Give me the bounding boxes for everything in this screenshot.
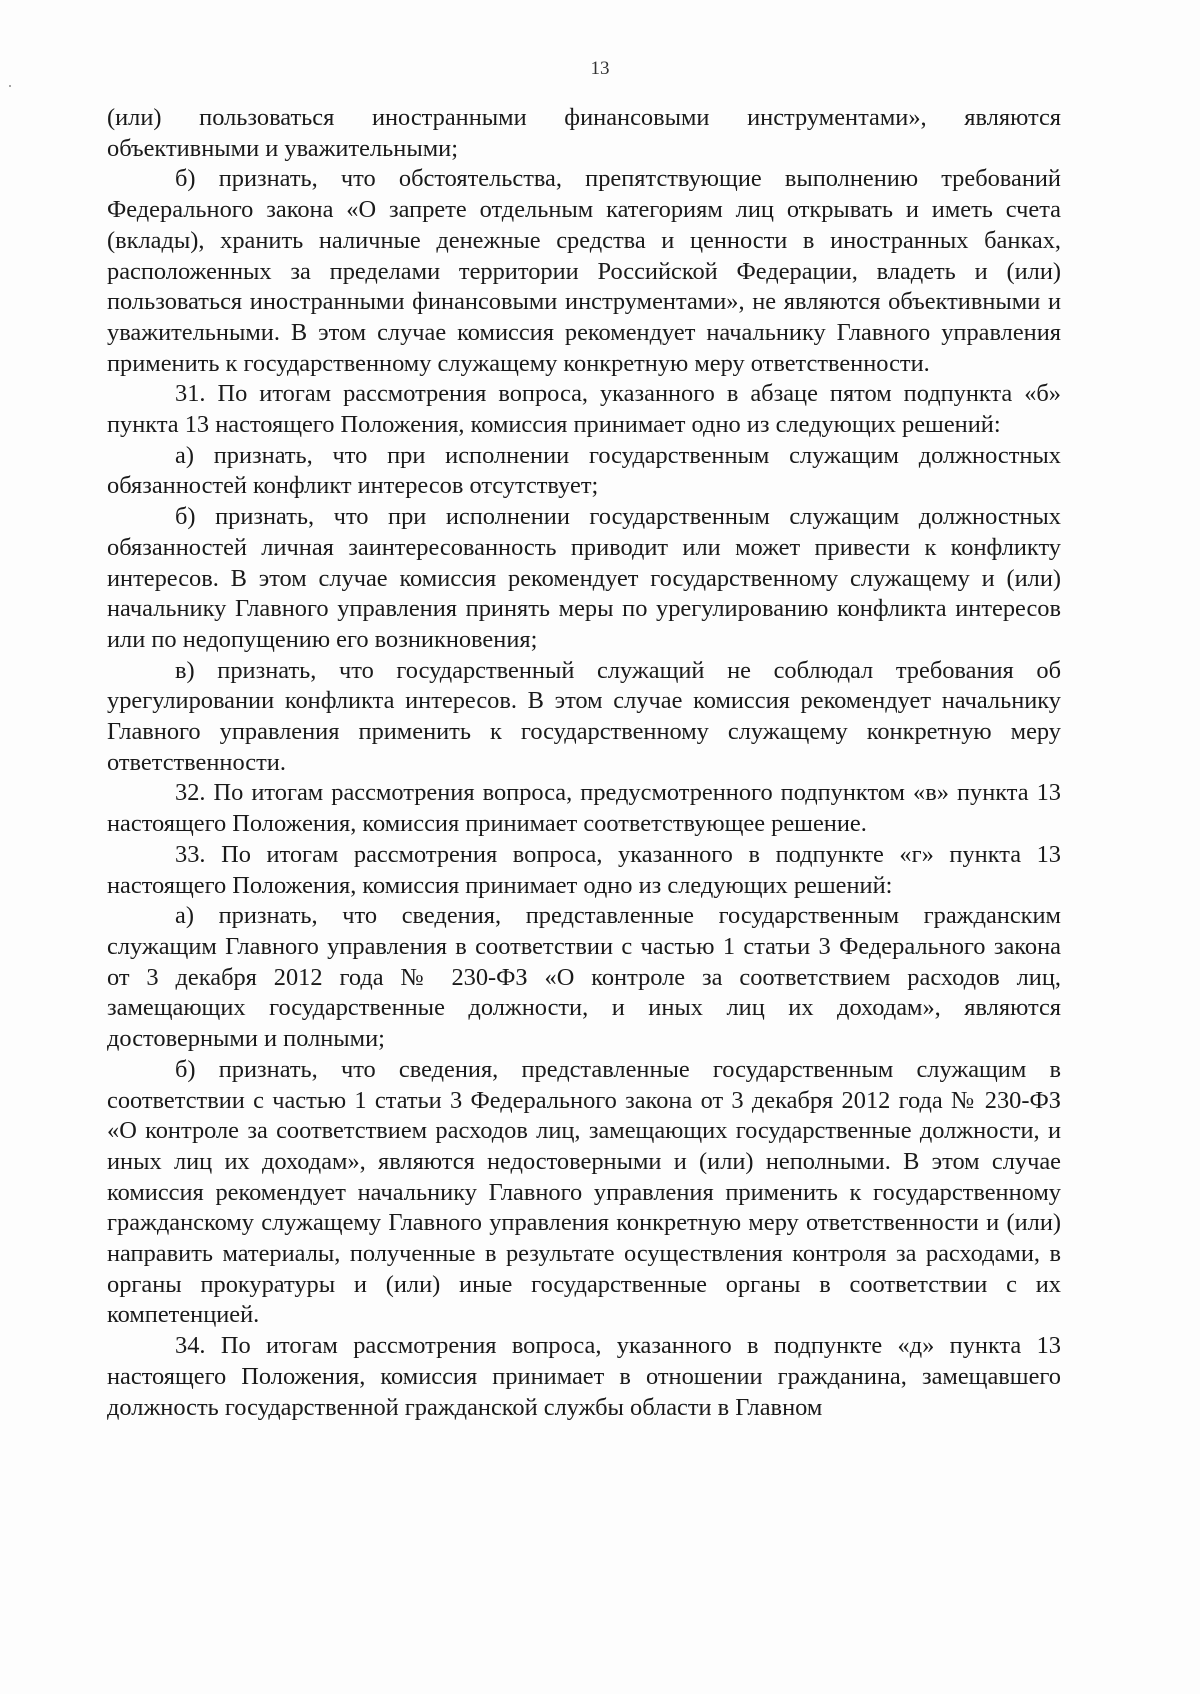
paragraph: б) признать, что сведения, представленные государственным служащим в соответствии с частью 1 статьи 3 Федерального закона от 3 декабря 2012 года № 230-ФЗ «О контроле за соответствием расходов лиц, замещающих государственные должности, и иных лиц их доходам», являются недостоверными и (или) неполными. В этом случае комиссия рекомендует начальнику Главного управления применить к государственному гражданскому служащему Главного управления конкретную меру ответственности и (или) направить материалы, полученные в результате осуществления контроля за расходами, в органы прокуратуры и (или) иные государственные органы в соответствии с их компетенцией. [107,1055,1061,1329]
paragraph: б) признать, что обстоятельства, препятствующие выполнению требований Федерального закона «О запрете отдельным категориям лиц открывать и иметь счета (вклады), хранить наличные денежные средства и ценности в иностранных банках, расположенных за пределами территории Российской Федерации, владеть и (или) пользоваться иностранными финансовыми инструментами», не являются объективными и уважительными. В этом случае комиссия рекомендует начальнику Главного управления применить к государственному служащему конкретную меру ответственности. [107,165,1061,377]
paragraph: 33. По итогам рассмотрения вопроса, указанного в подпункте «г» пункта 13 настоящего Положения, комиссия принимает одно из следующих решений: [107,840,1061,899]
paragraph: б) признать, что при исполнении государственным служащим должностных обязанностей личная заинтересованность приводит или может привести к конфликту интересов. В этом случае комиссия рекомендует государственному служащему и (или) начальнику Главного управления принять меры по урегулированию конфликта интересов или по недопущению его возникновения; [107,503,1061,653]
paragraph: а) признать, что сведения, представленные государственным гражданским служащим Главного управления в соответствии с частью 1 статьи 3 Федерального закона от 3 декабря 2012 года № 230-ФЗ «О контроле за соответствием расходов лиц, замещающих государственные должности, и иных лиц их доходам», являются достоверными и полными; [107,902,1061,1053]
document-body [107,103,1061,1423]
paragraph: в) признать, что государственный служащий не соблюдал требования об урегулировании конфликта интересов. В этом случае комиссия рекомендует начальнику Главного управления применить к государственному служащему конкретную меру ответственности. [107,656,1061,776]
paragraph: 34. По итогам рассмотрения вопроса, указанного в подпункте «д» пункта 13 настоящего Положения, комиссия принимает в отношении гражданина, замещавшего должность государственной гражданской службы области в Главном [107,1332,1061,1421]
paragraph: а) признать, что при исполнении государственным служащим должностных обязанностей конфликт интересов отсутствует; [107,441,1061,500]
paragraph: 31. По итогам рассмотрения вопроса, указанного в абзаце пятом подпункта «б» пункта 13 настоящего Положения, комиссия принимает одно из следующих решений: [107,380,1061,439]
paragraph: 32. По итогам рассмотрения вопроса, предусмотренного подпунктом «в» пункта 13 настоящего Положения, комиссия принимает соответствующее решение. [107,779,1061,838]
scan-speck [9,85,11,87]
page-number: 13 [590,58,610,79]
paragraph: (или) пользоваться иностранными финансовыми инструментами», являются объективными и уважительными; [107,104,1061,162]
